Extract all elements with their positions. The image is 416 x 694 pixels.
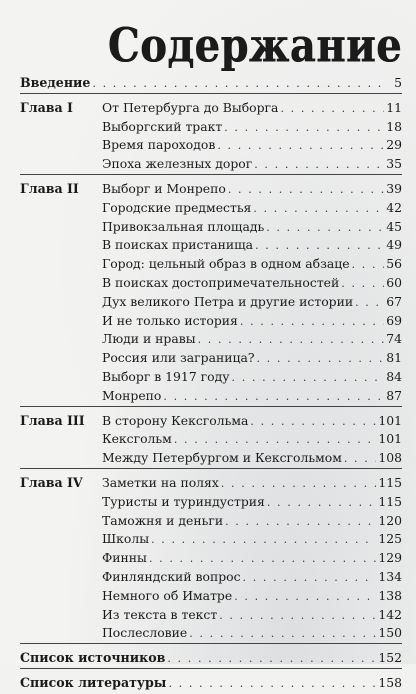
toc-entry bbox=[102, 549, 402, 569]
dot-leader bbox=[232, 369, 385, 388]
toc-entry bbox=[102, 218, 402, 238]
dot-leader bbox=[225, 513, 376, 532]
entry-title: Привокзальная площадь bbox=[102, 218, 265, 234]
entry-title: Время пароходов bbox=[102, 137, 216, 153]
dot-leader bbox=[198, 331, 385, 350]
entry-title: Школы bbox=[102, 531, 150, 547]
toc-row bbox=[20, 136, 402, 155]
entry-title: Заметки на полях bbox=[102, 474, 219, 490]
page-number: 42 bbox=[386, 199, 402, 215]
toc-entry bbox=[102, 430, 402, 450]
table-of-contents bbox=[20, 74, 402, 693]
page-number: 115 bbox=[378, 474, 402, 490]
dot-leader bbox=[255, 237, 384, 256]
page-number: 134 bbox=[378, 568, 402, 584]
entry-title: Немного об Иматре bbox=[102, 587, 233, 603]
dot-leader bbox=[219, 607, 376, 626]
entry-title: Монрепо bbox=[102, 387, 162, 403]
toc-row bbox=[20, 512, 402, 531]
toc-entry bbox=[102, 199, 402, 219]
page-number: 35 bbox=[386, 156, 402, 172]
page-number: 69 bbox=[386, 312, 402, 328]
toc-row bbox=[20, 387, 402, 407]
dot-leader bbox=[253, 200, 384, 219]
page-number: 138 bbox=[378, 587, 402, 603]
chapter-label: Глава II bbox=[20, 180, 79, 196]
page-number: 129 bbox=[378, 550, 402, 566]
dot-leader bbox=[352, 256, 385, 275]
entry-title: Из текста в текст bbox=[102, 606, 218, 622]
dot-leader bbox=[355, 294, 384, 313]
toc-row bbox=[20, 255, 402, 274]
toc-entry bbox=[102, 236, 402, 256]
toc-entry bbox=[102, 474, 402, 494]
page-number: 45 bbox=[386, 218, 402, 234]
chapter-label: Глава III bbox=[20, 412, 85, 428]
toc-entry bbox=[102, 274, 402, 294]
toc-entry bbox=[102, 368, 402, 388]
toc-row bbox=[20, 430, 402, 449]
page-number: 120 bbox=[378, 512, 402, 528]
page-number: 108 bbox=[378, 450, 402, 466]
toc-row bbox=[20, 649, 402, 669]
toc-entry bbox=[102, 155, 402, 175]
toc-row bbox=[20, 530, 402, 549]
toc-entry bbox=[20, 74, 402, 94]
toc-entry bbox=[102, 449, 402, 469]
page-number: 5 bbox=[394, 75, 402, 90]
toc-entry bbox=[102, 180, 402, 200]
entry-title: Послесловие bbox=[102, 625, 188, 641]
dot-leader bbox=[92, 75, 386, 94]
dot-leader bbox=[228, 181, 384, 200]
page-number: 49 bbox=[386, 237, 402, 253]
page-number: 142 bbox=[378, 606, 402, 622]
page-number: 60 bbox=[386, 274, 402, 290]
toc-row bbox=[20, 155, 402, 175]
entry-title: Финны bbox=[102, 550, 147, 566]
dot-leader bbox=[189, 625, 376, 644]
dot-leader bbox=[344, 450, 376, 469]
dot-leader bbox=[224, 119, 384, 138]
page-number: 84 bbox=[386, 368, 402, 384]
toc-entry bbox=[102, 493, 402, 513]
entry-title: Финляндский вопрос bbox=[102, 568, 241, 584]
toc-row bbox=[20, 474, 402, 493]
page-number: 18 bbox=[386, 118, 402, 134]
toc-row bbox=[20, 568, 402, 587]
entry-title: Таможня и деньги bbox=[102, 512, 224, 528]
page-number: 29 bbox=[386, 137, 402, 153]
dot-leader bbox=[257, 350, 385, 369]
page-number: 39 bbox=[386, 180, 402, 196]
entry-title: Выборг и Монрепо bbox=[102, 180, 226, 196]
entry-title: И не только история bbox=[102, 312, 238, 328]
toc-row bbox=[20, 99, 402, 118]
toc-row bbox=[20, 674, 402, 693]
entry-title: Выборгский тракт bbox=[102, 118, 223, 134]
page-number: 74 bbox=[386, 331, 402, 347]
entry-title: Туристы и туриндустрия bbox=[102, 493, 265, 509]
toc-row bbox=[20, 236, 402, 255]
toc-row bbox=[20, 274, 402, 293]
dot-leader bbox=[167, 650, 376, 669]
toc-entry bbox=[102, 293, 402, 313]
toc-row bbox=[20, 587, 402, 606]
page-number: 150 bbox=[378, 625, 402, 641]
dot-leader bbox=[234, 588, 376, 607]
toc-entry bbox=[102, 136, 402, 156]
dot-leader bbox=[267, 494, 376, 513]
dot-leader bbox=[221, 475, 376, 494]
dot-leader bbox=[266, 219, 384, 238]
entry-title: От Петербурга до Выборга bbox=[102, 99, 279, 115]
toc-entry bbox=[102, 568, 402, 588]
dot-leader bbox=[163, 388, 384, 407]
toc-row bbox=[20, 449, 402, 469]
toc-row bbox=[20, 606, 402, 625]
entry-title: В поисках достопримечательностей bbox=[102, 274, 340, 290]
page-number: 81 bbox=[386, 350, 402, 366]
toc-row bbox=[20, 118, 402, 137]
entry-title: Выборг в 1917 году bbox=[102, 368, 230, 384]
toc-row bbox=[20, 180, 402, 199]
dot-leader bbox=[174, 431, 377, 450]
toc-row bbox=[20, 349, 402, 368]
entry-title: Люди и нравы bbox=[102, 331, 196, 347]
page-number: 125 bbox=[378, 531, 402, 547]
page-number: 158 bbox=[378, 674, 402, 690]
dot-leader bbox=[168, 675, 376, 694]
chapter-label: Глава I bbox=[20, 99, 73, 115]
dot-leader bbox=[243, 569, 377, 588]
toc-row bbox=[20, 199, 402, 218]
entry-title: Городские предместья bbox=[102, 199, 252, 215]
toc-entry bbox=[102, 387, 402, 407]
toc-entry bbox=[102, 349, 402, 369]
entry-title: Список источников bbox=[20, 650, 166, 666]
dot-leader bbox=[217, 137, 384, 156]
dot-leader bbox=[240, 313, 384, 332]
toc-entry bbox=[102, 312, 402, 332]
entry-title: Город: цельный образ в одном абзаце bbox=[102, 256, 350, 272]
toc-entry bbox=[102, 255, 402, 275]
toc-row bbox=[20, 312, 402, 331]
toc-entry bbox=[102, 99, 402, 119]
entry-title: Кексгольм bbox=[102, 431, 172, 447]
entry-title: Между Петербургом и Кексгольмом bbox=[102, 450, 342, 466]
toc-entry bbox=[102, 330, 402, 350]
dot-leader bbox=[151, 531, 376, 550]
toc-row bbox=[20, 330, 402, 349]
dot-leader bbox=[280, 100, 384, 119]
entry-title: Россия или заграница? bbox=[102, 350, 255, 366]
page-number: 11 bbox=[386, 99, 402, 115]
toc-row bbox=[20, 549, 402, 568]
toc-entry bbox=[102, 512, 402, 532]
toc-row bbox=[20, 624, 402, 644]
toc-row bbox=[20, 293, 402, 312]
chapter-label: Глава IV bbox=[20, 474, 83, 490]
page-number: 87 bbox=[386, 387, 402, 403]
toc-entry bbox=[102, 606, 402, 626]
dot-leader bbox=[149, 550, 376, 569]
toc-entry bbox=[20, 649, 402, 669]
toc-entry bbox=[102, 118, 402, 138]
toc-entry bbox=[20, 674, 402, 694]
toc-entry bbox=[102, 587, 402, 607]
toc-row bbox=[20, 493, 402, 512]
entry-title: В поисках пристанища bbox=[102, 237, 254, 253]
entry-title: Введение bbox=[20, 75, 91, 90]
toc-row bbox=[20, 218, 402, 237]
toc-entry bbox=[102, 624, 402, 644]
page-number: 67 bbox=[386, 293, 402, 309]
dot-leader bbox=[254, 156, 384, 175]
page-number: 101 bbox=[378, 412, 402, 428]
toc-entry bbox=[102, 530, 402, 550]
toc-row bbox=[20, 368, 402, 387]
page-number: 101 bbox=[378, 431, 402, 447]
dot-leader bbox=[250, 413, 376, 432]
entry-title: В сторону Кексгольма bbox=[102, 412, 249, 428]
dot-leader bbox=[341, 275, 384, 294]
toc-entry bbox=[102, 412, 402, 432]
entry-title: Список литературы bbox=[20, 674, 167, 690]
page-number: 115 bbox=[378, 493, 402, 509]
page-number: 152 bbox=[378, 650, 402, 666]
page-number: 56 bbox=[386, 256, 402, 272]
page-title: Содержание bbox=[107, 18, 402, 74]
toc-row bbox=[20, 74, 402, 94]
entry-title: Дух великого Петра и другие истории bbox=[102, 293, 354, 309]
toc-row bbox=[20, 412, 402, 431]
entry-title: Эпоха железных дорог bbox=[102, 156, 253, 172]
